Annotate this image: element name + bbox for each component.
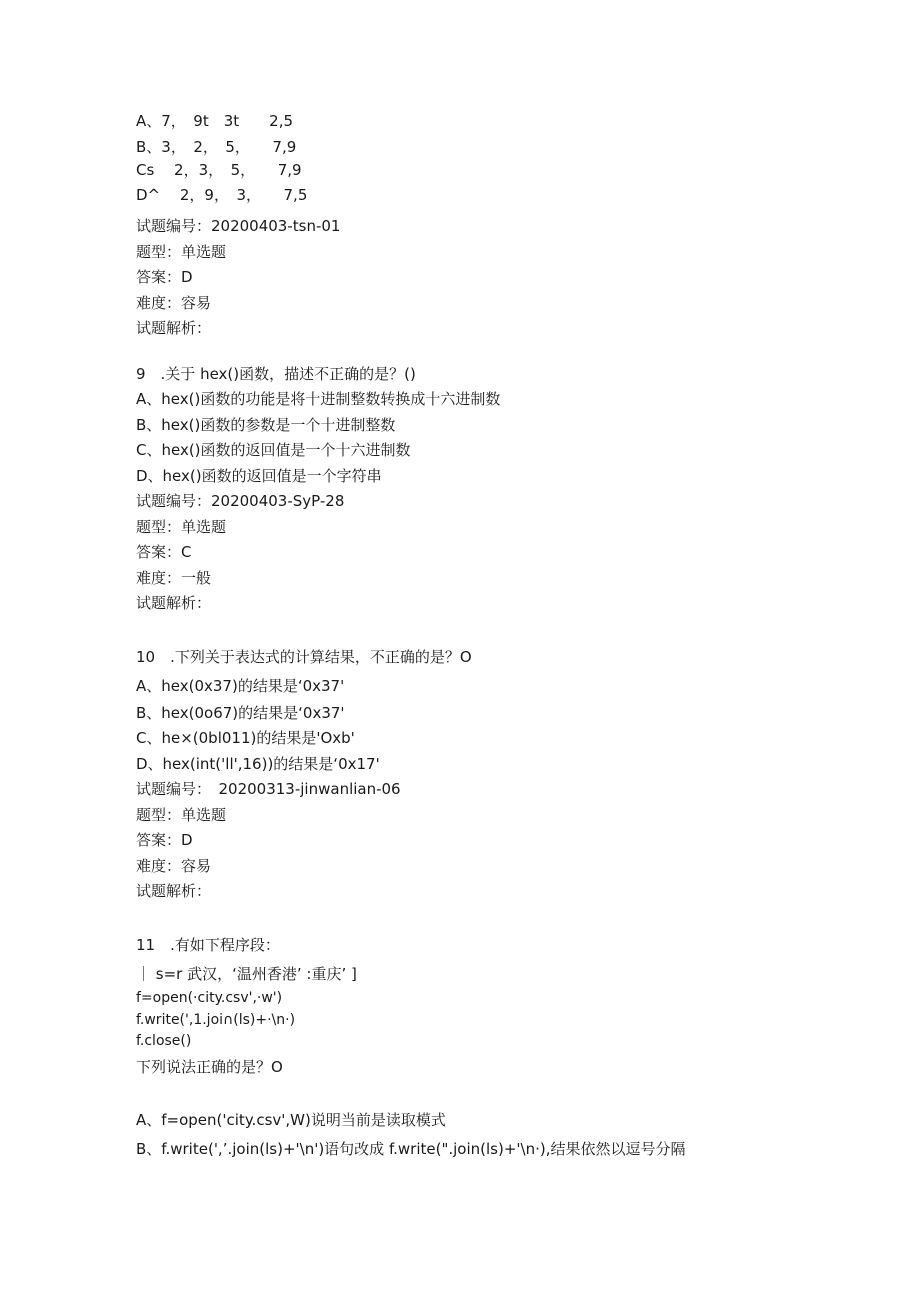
option-b: B、hex()函数的参数是一个十进制整数 <box>136 416 396 434</box>
code-line: f.write(',1.joi∩(ls)+·\n·) <box>136 1012 296 1028</box>
question-analysis: 试题解析： <box>136 594 212 612</box>
question-difficulty: 难度：一般 <box>136 569 212 587</box>
code-line: f=open(·city.csv',·w') <box>136 990 283 1006</box>
question-text: 9 .关于 hex()函数，描述不正确的是？() <box>136 365 416 383</box>
question-difficulty: 难度：容易 <box>136 857 212 875</box>
option-d: D、hex()函数的返回值是一个字符串 <box>136 467 382 485</box>
question-text: 10 .下列关于表达式的计算结果，不正确的是？O <box>136 648 472 666</box>
question-prompt: 下列说法正确的是？O <box>136 1058 283 1076</box>
option-c: C、he×(0bl011)的结果是'Oxb' <box>136 729 355 747</box>
code-line: f.close() <box>136 1033 192 1049</box>
option-d: D、hex(int('ll',16))的结果是‘0x17' <box>136 755 380 773</box>
code-line: ｜ s=r 武汉，‘温州香港’ :重庆’ ] <box>136 965 357 983</box>
option-a: A、hex()函数的功能是将十进制整数转换成十六进制数 <box>136 390 501 408</box>
question-analysis: 试题解析： <box>136 882 212 900</box>
option-b: B、f.write(',’.join(ls)+'\n')语句改成 f.write(".join(ls)+'\n·),结果依然以逗号分隔 <box>136 1140 686 1158</box>
question-difficulty: 难度：容易 <box>136 294 212 312</box>
option-c: Cs 2，3， 5， 7,9 <box>136 161 302 179</box>
question-id: 试题编号：20200403-SyP-28 <box>136 492 345 510</box>
question-id: 试题编号： 20200313-jinwanlian-06 <box>136 780 401 798</box>
question-type: 题型：单选题 <box>136 518 227 536</box>
question-analysis: 试题解析： <box>136 319 212 337</box>
question-type: 题型：单选题 <box>136 806 227 824</box>
question-text: 11 .有如下程序段： <box>136 936 280 954</box>
question-answer: 答案：D <box>136 268 193 286</box>
option-c: C、hex()函数的返回值是一个十六进制数 <box>136 441 411 459</box>
option-b: B、hex(0o67)的结果是‘0x37' <box>136 704 345 722</box>
option-b: B、3， 2， 5， 7,9 <box>136 138 297 156</box>
question-type: 题型：单选题 <box>136 243 227 261</box>
option-d: D^ 2，9， 3， 7,5 <box>136 186 308 204</box>
question-answer: 答案：D <box>136 831 193 849</box>
question-answer: 答案：C <box>136 543 192 561</box>
question-id: 试题编号：20200403-tsn-01 <box>136 217 341 235</box>
option-a: A、f=open('city.csv',W)说明当前是读取模式 <box>136 1111 446 1129</box>
option-a: A、hex(0x37)的结果是‘0x37' <box>136 677 345 695</box>
option-a: A、7， 9t 3t 2,5 <box>136 112 294 130</box>
